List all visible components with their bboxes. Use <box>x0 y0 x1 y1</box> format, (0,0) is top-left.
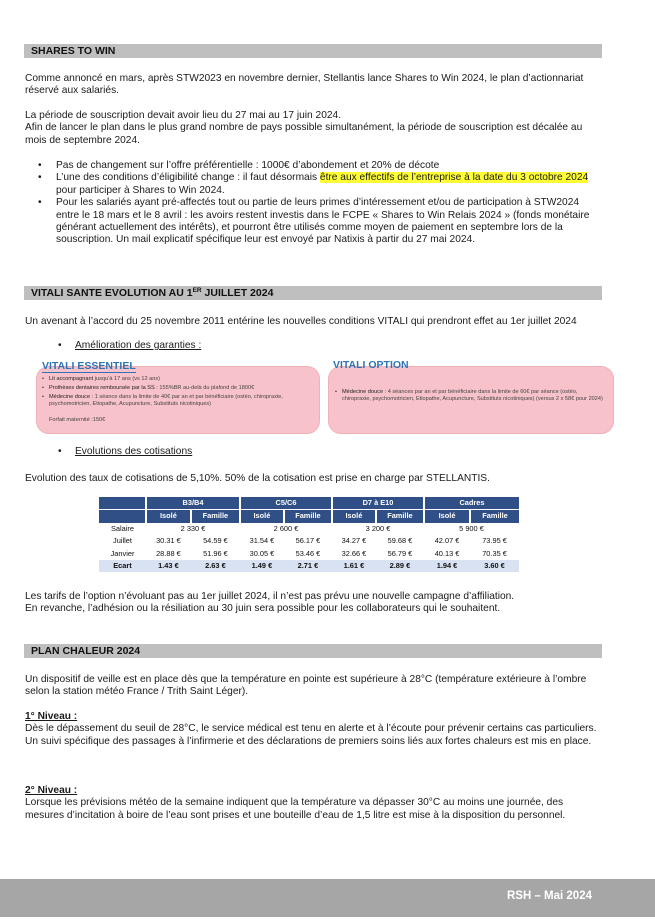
table-cell: 5 900 € <box>459 523 484 533</box>
table-cell: 2 600 € <box>273 523 299 533</box>
table-group-header: Cadres <box>424 497 519 510</box>
table-cell: 1.94 € <box>424 560 470 572</box>
footer-label: RSH – Mai 2024 <box>506 890 592 902</box>
cotisations-evolution: Evolution des taux de cotisations de 5,10%. 50% de la cotisation est prise en charge par STELLANTIS. <box>25 473 490 484</box>
table-cell: 3.60 € <box>470 560 519 572</box>
vitali-closing <box>25 591 600 616</box>
table-row <box>99 523 519 535</box>
table-subheader: Famille <box>191 510 240 523</box>
cotisations-table <box>99 497 519 572</box>
table-cell: 42.07 € <box>434 536 460 546</box>
vitali-option-item: • Médecine douce : 4 séances par an et par bénéficiaire dans la limite de 60€ par séance (ostéo, chiropraxie, psychomotricien, Etiopathe, Acupuncture, Substituts nicotiniques) (versus 2 x 58€ pour 2024) <box>335 389 607 403</box>
table-row <box>99 560 519 572</box>
chaleur-level2 <box>25 785 600 822</box>
table-group-header: C5/C6 <box>240 497 332 510</box>
table-cell: 2 330 € <box>180 523 206 533</box>
table-cell: 53.46 € <box>295 548 321 558</box>
level1-text2: Un suivi spécifique des passages à l’infirmerie et des déclarations de premiers soins liés aux fortes chaleurs est mis en place. <box>25 735 592 747</box>
page-footer <box>0 879 655 917</box>
table-cell: 1.49 € <box>240 560 284 572</box>
table-cell: 2.71 € <box>284 560 332 572</box>
eligibility-highlight: être aux effectifs de l’entreprise à la date du 3 octobre 2024 <box>319 172 589 184</box>
table-group-header: B3/B4 <box>146 497 240 510</box>
table-cell: 73.95 € <box>482 536 507 546</box>
table-cell: 34.27 € <box>341 536 367 546</box>
vitali-essentiel-item: • Prothèses dentaires remboursée par la SS : 155%BR au-delà du plafond de 1800€ <box>42 385 310 392</box>
shares-period-line1: La période de souscription devait avoir lieu du 27 mai au 17 juin 2024. <box>25 110 342 121</box>
table-cell: 32.66 € <box>341 548 367 558</box>
vitali-essentiel-maternite: Forfait maternité :150€ <box>49 417 106 423</box>
table-subheader: Isolé <box>146 510 191 523</box>
vitali-essentiel-list <box>42 376 310 408</box>
shares-bullet-offer: • Pas de changement sur l’offre préférentielle : 1000€ d’abondement et 20% de décote <box>38 160 600 172</box>
vitali-closing-line1: Les tarifs de l’option n’évoluant pas au 1er juillet 2024, il n’est pas prévu une nouvelle campagne d’affiliation. <box>25 591 515 602</box>
table-cell: 30.05 € <box>249 548 275 558</box>
table-subheader: Famille <box>284 510 332 523</box>
vitali-essentiel-item: • Médecine douce : 1 séance dans la limite de 40€ par an et par bénéficiaire (ostéo, chiropraxie, psychomotricien, Etiopathe, Acupuncture, Substituts nicotiniques) <box>42 394 310 408</box>
shares-period-line2: Afin de lancer le plan dans le plus grand nombre de pays possible simultanément, la période de souscription est décalée au mois de septembre 2024. <box>25 122 583 146</box>
chaleur-level1 <box>25 711 600 748</box>
shares-intro: Comme annoncé en mars, après STW2023 en novembre dernier, Stellantis lance Shares to Win 2024, le plan d’actionnariat réservé aux salariés. <box>25 73 584 97</box>
table-cell: 56.79 € <box>387 548 413 558</box>
shares-bullet-preaffected: • Pour les salariés ayant pré-affectés tout ou partie de leurs primes d’intéressement et/ou de participation à STW2024 entre le 18 mars et le 8 avril : les avoirs restent investis dans le FCPE « Shares to Win Relais 2024 » (fonds monétaire générant actuellement des intérêts), et pourront être utilisés comme moyen de paiement en septembre lors de la souscription. Un mail explicatif spécifique leur est envoyé par Natixis à partir du 27 mai 2024. <box>38 197 600 247</box>
table-cell: 70.35 € <box>482 548 507 558</box>
vitali-option-list <box>335 389 607 405</box>
table-row <box>99 535 519 547</box>
table-subheader: Famille <box>470 510 519 523</box>
vitali-closing-line2: En revanche, l’adhésion ou la résiliation au 30 juin sera possible pour les collaborateurs qui le souhaitent. <box>25 603 501 615</box>
vitali-sub-garanties: • Amélioration des garanties : <box>58 340 201 352</box>
shares-period <box>25 110 600 147</box>
vitali-intro: Un avenant à l’accord du 25 novembre 2011 entérine les nouvelles conditions VITALI qui prendront effet au 1er juillet 2024 <box>25 316 577 327</box>
vitali-sub-cotisations: • Evolutions des cotisations <box>58 446 192 458</box>
chaleur-intro: Un dispositif de veille est en place dès que la température en pointe est supérieure à 28°C (température extérieure à l’ombre selon la station météo France / Trith Saint Léger). <box>25 674 587 698</box>
shares-bullet-eligibility: • L’une des conditions d’éligibilité change : il faut désormais être aux effectifs de l’entreprise à la date du 3 octobre 2024 pour participer à Shares to Win 2024. <box>38 172 600 197</box>
level1-title: 1° Niveau : <box>25 711 78 722</box>
table-cell: 28.88 € <box>156 548 181 558</box>
level2-text: Lorsque les prévisions météo de la semaine indiquent que la température va dépasser 30°C au moins une journée, des mesures d’incitation à boire de l’eau sont prises et une bouteille d’eau de 1,5 litre est mise à la disposition du personnel. <box>25 797 566 821</box>
vitali-essentiel-item: • Lit accompagnant jusqu’à 17 ans (vs 12 ans) <box>42 376 310 383</box>
section-title-shares-to-win: SHARES TO WIN <box>24 44 602 58</box>
row-label: Juillet <box>113 536 132 546</box>
table-cell: 1.43 € <box>146 560 191 572</box>
table-subheader: Isolé <box>240 510 284 523</box>
table-cell: 31.54 € <box>249 536 275 546</box>
vitali-essentiel-title: VITALI ESSENTIEL <box>42 360 136 372</box>
section-title-vitali: VITALI SANTE EVOLUTION AU 1ER JUILLET 2024 <box>24 286 602 300</box>
shares-bullet-list <box>38 160 600 247</box>
table-cell: 51.96 € <box>203 548 228 558</box>
table-cell: 56.17 € <box>295 536 321 546</box>
table-cell: 1.61 € <box>332 560 376 572</box>
vitali-option-title: VITALI OPTION <box>333 359 409 371</box>
table-row <box>99 548 519 560</box>
level2-title: 2° Niveau : <box>25 785 78 796</box>
table-subheader: Famille <box>376 510 424 523</box>
table-cell: 30.31 € <box>156 536 181 546</box>
table-cell: 2.89 € <box>376 560 424 572</box>
table-cell: 2.63 € <box>191 560 240 572</box>
row-label: Ecart <box>99 560 146 572</box>
table-cell: 40.13 € <box>434 548 460 558</box>
table-group-header: D7 à E10 <box>332 497 424 510</box>
table-cell: 3 200 € <box>365 523 391 533</box>
row-label: Salaire <box>110 523 134 533</box>
table-subheader: Isolé <box>332 510 376 523</box>
table-subheader: Isolé <box>424 510 470 523</box>
section-title-plan-chaleur: PLAN CHALEUR 2024 <box>24 644 602 658</box>
level1-text1: Dès le dépassement du seuil de 28°C, le service médical est tenu en alerte et à l’écoute pour prévenir certains cas particuliers. <box>25 723 597 735</box>
table-cell: 54.59 € <box>203 536 228 546</box>
row-label: Janvier <box>110 548 135 558</box>
table-cell: 59.68 € <box>387 536 413 546</box>
